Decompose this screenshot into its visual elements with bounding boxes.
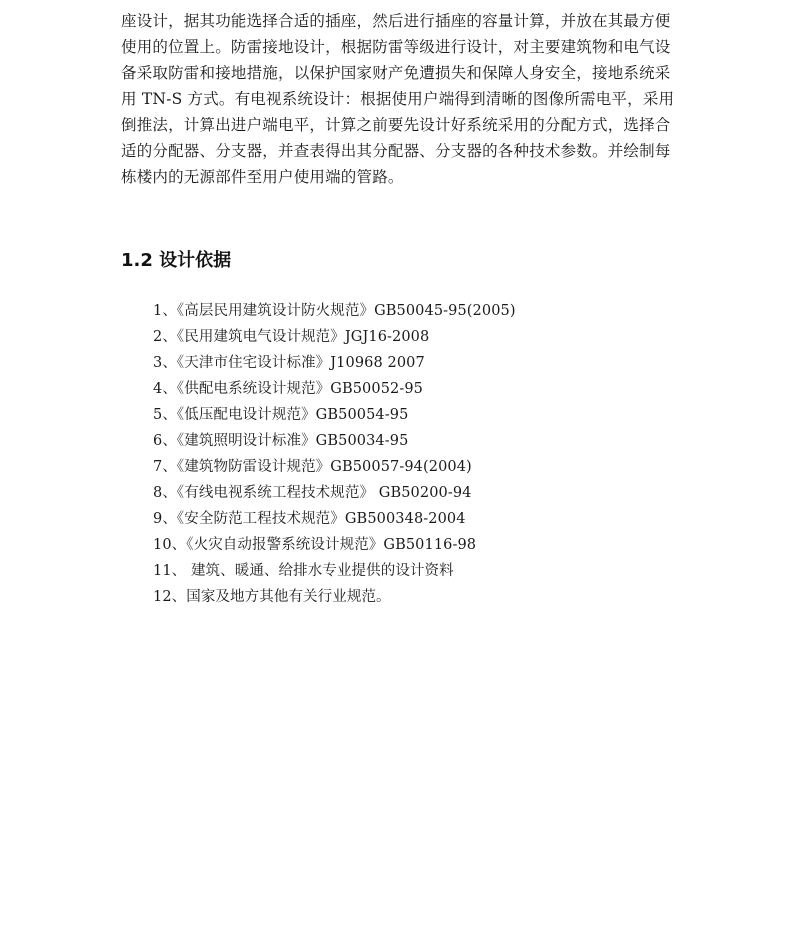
reference-item: 8、《有线电视系统工程技术规范》 GB50200-94 <box>153 485 472 501</box>
reference-item: 12、国家及地方其他有关行业规范。 <box>153 589 391 605</box>
reference-item: 10、《火灾自动报警系统设计规范》GB50116-98 <box>153 537 477 553</box>
intro-line: 备采取防雷和接地措施，以保护国家财产免遭损失和保障人身安全，接地系统采 <box>121 64 671 82</box>
intro-line: 使用的位置上。防雷接地设计，根据防雷等级进行设计，对主要建筑物和电气设 <box>121 38 671 56</box>
reference-item: 2、《民用建筑电气设计规范》JGJ16-2008 <box>153 329 430 345</box>
reference-item: 11、 建筑、暖通、给排水专业提供的设计资料 <box>153 563 454 579</box>
reference-item: 6、《建筑照明设计标准》GB50034-95 <box>153 433 409 449</box>
intro-line: 用 TN-S 方式。有电视系统设计：根据使用户端得到清晰的图像所需电平，采用 <box>121 90 675 108</box>
intro-line: 座设计，据其功能选择合适的插座，然后进行插座的容量计算，并放在其最方便 <box>121 12 671 30</box>
reference-item: 4、《供配电系统设计规范》GB50052-95 <box>153 381 423 397</box>
reference-item: 9、《安全防范工程技术规范》GB500348-2004 <box>153 511 466 527</box>
section-heading: 1.2 设计依据 <box>121 250 232 271</box>
reference-item: 7、《建筑物防雷设计规范》GB50057-94(2004) <box>153 459 472 475</box>
reference-list <box>153 298 516 610</box>
intro-line: 栋楼内的无源部件至用户使用端的管路。 <box>121 168 404 186</box>
reference-item: 1、《高层民用建筑设计防火规范》GB50045-95(2005) <box>153 303 516 319</box>
intro-line: 倒推法，计算出进户端电平，计算之前要先设计好系统采用的分配方式，选择合 <box>121 116 671 134</box>
reference-item: 5、《低压配电设计规范》GB50054-95 <box>153 407 409 423</box>
intro-paragraph <box>121 8 681 190</box>
reference-item: 3、《天津市住宅设计标准》J10968 2007 <box>153 355 425 371</box>
intro-line: 适的分配器、分支器，并查表得出其分配器、分支器的各种技术参数。并绘制每 <box>121 142 671 160</box>
